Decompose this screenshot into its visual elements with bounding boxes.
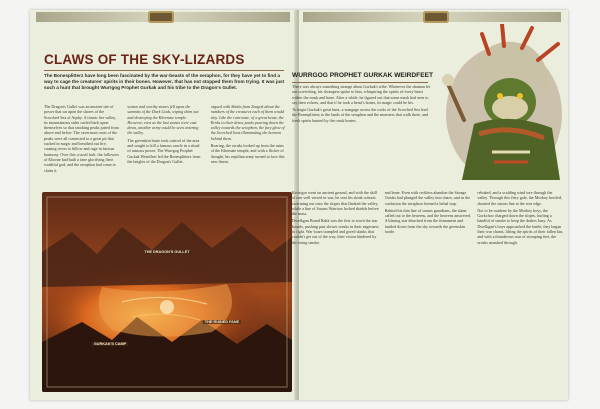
column-2 [127, 104, 202, 180]
right-columns [292, 190, 564, 400]
left-columns [44, 104, 286, 180]
paragraph: Roaring, the orruks looked up from the ruins of the Khornate temple, and with a flicker of thought, his reptilian army turned to face this new threat. [210, 143, 285, 164]
paragraph: To begin Gurkak's great hunt, a wangage across the rocks of the Scorched Sea lead the Bonesplitterz to the lands of the seraphon and the monsters that walk there, and fresh spirits hunted by the orruk brutes. [292, 107, 429, 123]
orruk-shaman-illustration [434, 24, 568, 180]
paragraph: argued with Skinks from Zengok about the numbers of the creatures each of them would slay. Like the ruin-taste, of a great beast, the Kroks in their dense packs pouring down the valley towards the seraphon, the fury glow of the Scorched Seas illuminating the horizon behind them. [210, 104, 285, 141]
column-1 [44, 104, 119, 180]
paragraph: rebuked, and a scalding wind tore through the valley. Through this fiery gale, the Morboy howled, shouted the saurus line at the rear edge. [477, 190, 563, 206]
page-title: CLAWS OF THE SKY-LIZARDS [44, 52, 245, 67]
character-text [292, 84, 430, 180]
battle-map-illustration [42, 192, 292, 392]
paragraph: Not to be outdone by the Morboy boys, the Gorkchoo charged down the slopes, hurling a handful of smoke to keep the drakes busy. As Dwelkgan's boys approached the battle, they began their war chants, lifting the spirits of their fallen kin, and with a thunderous roar of stomping feet, the orruks smashed through. [477, 207, 564, 245]
intro-text: The Bonesplitterz have long been fascinated by the war-beasts of the seraphon, for they have yet to find a way to cage the creatures' spirits in their bones. However, that has not stopped them from trying. It was just such a hunt that brought Wurrgog Prophet Gurkak and his tribe to the Dragon's Gullet. [44, 73, 285, 91]
map-label-camp: GURKAK'S CAMP [93, 342, 127, 346]
character-heading: WURRGOG PROPHET GURKAK WEIRDFEET [292, 72, 434, 79]
column-3 [477, 190, 564, 400]
paragraph: Behind his thin line of saurus guardians, the slann called out to the heavens, and the heavens answered. A blazing star detached from the firmament and hurtled down from the sky towards the greenskin horde. [384, 207, 471, 235]
paragraph: Dwelkgan Brand Rakk was the first to reach the star lizards, pushing past slower orruks in their eagerness to fight. War boars trampled and gored skinks that couldn't get out of the way, their vision hindered by the rising smoke. [292, 218, 379, 245]
ornament-icon [148, 11, 174, 23]
paragraph: seaton and worthy stones fell upon the summits of the Dark Gods, wiping them out and destroying the Khornate temple. However, even as the last stones were cast down, another army could be seen entering the valley. [127, 104, 199, 136]
ornament-icon [423, 11, 449, 23]
paragraph: The greenskin brute took control of the area and sought to kill a famous oracle in a ritual of ruinous power. The Wurrgog Prophet Gurkak Weirdfeet led the Bonesplitterz from the heights of the Dragon's Gullet. [127, 137, 201, 164]
column-2 [385, 190, 472, 400]
shaman-painting [434, 24, 568, 180]
book-spread [30, 10, 568, 400]
paragraph: and bone. Even with reckless abandon the Savage Orruks had plunged the valley into chaos, and in the confusion the seraphon formed a lethal trap. [384, 190, 471, 206]
column-1 [292, 190, 379, 400]
paragraph: There was always something strange about Gurkak's tribe. Whenever the shaman let out screeching, his chompers spoke to him, whispering the spirits of every beast within the mask and bone. After a while, he figured out that some mask had seen to say their echoes, and that if he took a beast's bones, its magic could be his. [292, 84, 430, 105]
map-painting [42, 192, 292, 392]
column-3 [211, 104, 286, 180]
map-label-fane: THE RUINED FANE [204, 320, 240, 324]
paragraph: Kroxigor went on ancient ground, and with the skill of one well versed in war, he sent his skink cohorts swarming out onto the slopes that flanked the valley, while a line of Saurus Warriors locked shields before the mass. [292, 190, 379, 217]
map-label-gullet: THE DRAGON'S GULLET [144, 250, 190, 254]
paragraph: The Dragon's Gullet was an ancient site of power that sat upon the shores of the Scorched Sea of Aqshy. A titanic fire valley, its mountainous sides curled back upon themselves so that smoking peaks jutted from above and below. The cavernous roots of the peaks were all connected to a great pit that sucked in magic and breathed out fire, causing rivers to billow and rage in furious harmony. Over this crucial fork, the followers of Khorne had built a fane glorifying their wrathful god, and the seraphon had come to claim it. [44, 104, 119, 173]
title-rule [44, 70, 284, 71]
heading-rule [292, 82, 428, 83]
left-page [30, 10, 296, 400]
